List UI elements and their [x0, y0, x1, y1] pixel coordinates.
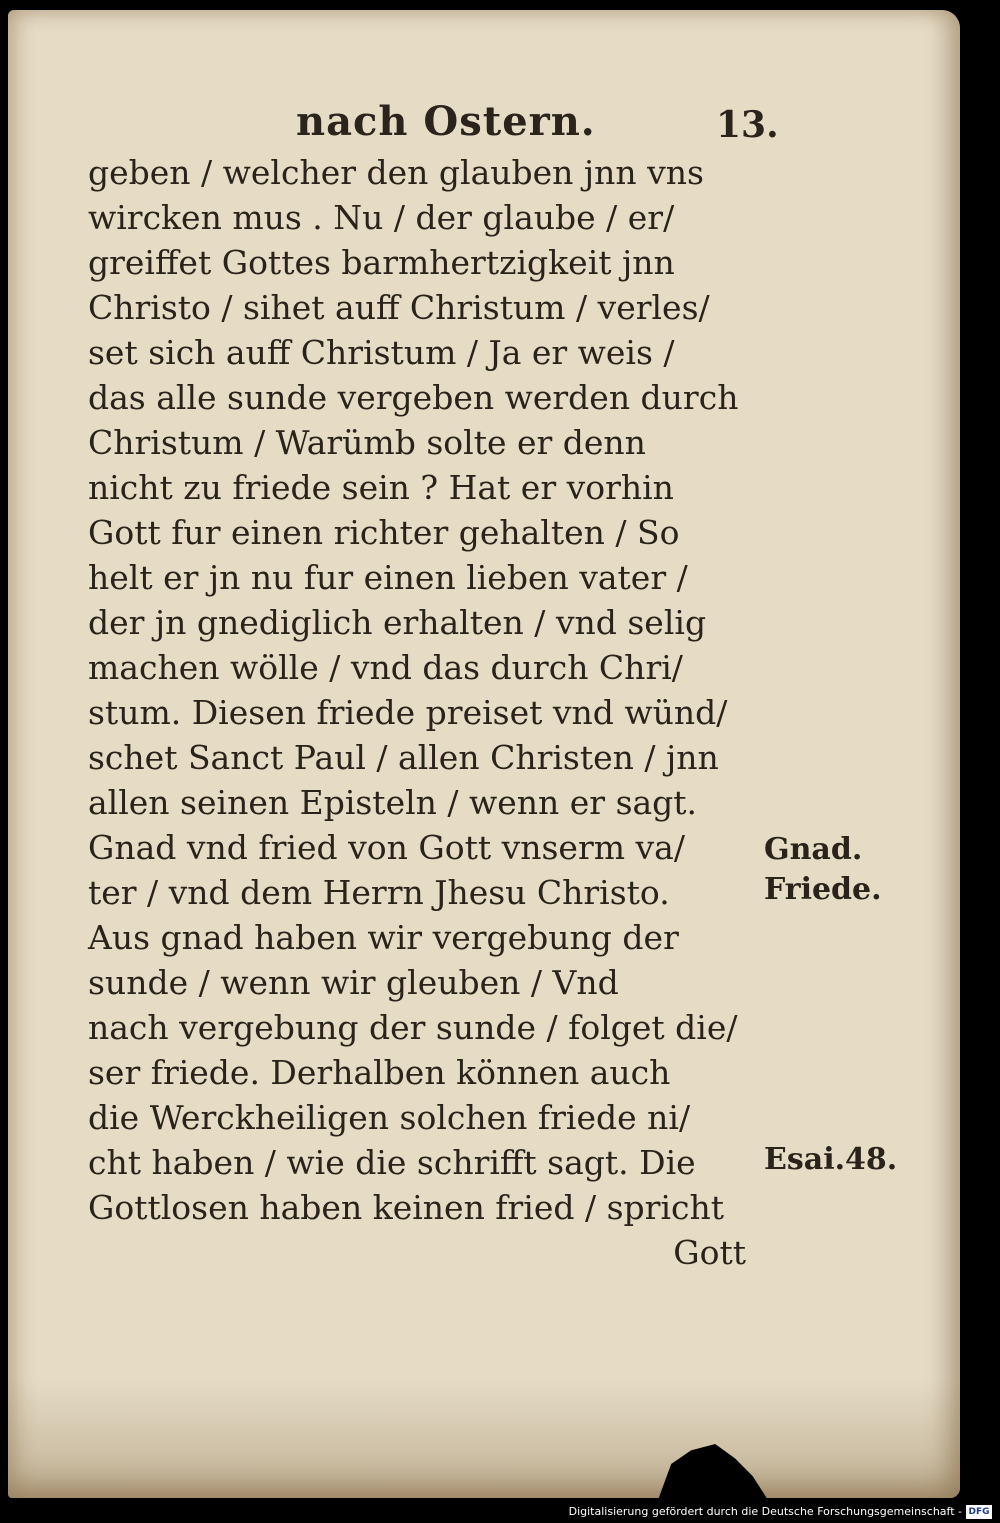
catchword: Gott	[673, 1233, 746, 1272]
text-line: set sich auff Christum / Ja er weis /	[88, 333, 675, 372]
dfg-logo: DFG	[966, 1505, 992, 1519]
text-line: Aus gnad haben wir vergebung der	[88, 918, 679, 957]
text-line: ter / vnd dem Herrn Jhesu Christo.	[88, 873, 670, 912]
text-line: Christo / sihet auff Christum / verles/	[88, 288, 710, 327]
text-line: geben / welcher den glauben jnn vns	[88, 153, 704, 192]
text-line: nach vergebung der sunde / folget die/	[88, 1008, 738, 1047]
text-line: machen wölle / vnd das durch Chri/	[88, 648, 683, 687]
text-line: Gnad vnd fried von Gott vnserm va/	[88, 828, 685, 867]
text-line: das alle sunde vergeben werden durch	[88, 378, 739, 417]
text-line: wircken mus . Nu / der glaube / er/	[88, 198, 675, 237]
digitization-credit: Digitalisierung gefördert durch die Deutsche Forschungsgemeinschaft -	[568, 1505, 962, 1518]
text-line: der jn gnediglich erhalten / vnd selig	[88, 603, 707, 642]
text-line: allen seinen Episteln / wenn er sagt.	[88, 783, 698, 822]
page-stain	[8, 1378, 960, 1498]
marginal-note-gnad: Gnad.	[764, 832, 863, 867]
body-text	[88, 150, 768, 1275]
marginal-note-esai: Esai.48.	[764, 1142, 898, 1177]
text-line: ser friede. Derhalben können auch	[88, 1053, 671, 1092]
text-line: helt er jn nu fur einen lieben vater /	[88, 558, 688, 597]
text-line: greiffet Gottes barmhertzigkeit jnn	[88, 243, 675, 282]
text-line: sunde / wenn wir gleuben / Vnd	[88, 963, 619, 1002]
text-line: cht haben / wie die schrifft sagt. Die	[88, 1143, 696, 1182]
page-number: 13.	[716, 104, 779, 146]
running-title: nach Ostern.	[296, 98, 596, 145]
text-line: die Werckheiligen solchen friede ni/	[88, 1098, 691, 1137]
text-line: schet Sanct Paul / allen Christen / jnn	[88, 738, 719, 777]
text-line: Christum / Warümb solte er denn	[88, 423, 646, 462]
text-line: stum. Diesen friede preiset vnd wünd/	[88, 693, 728, 732]
text-line: nicht zu friede sein ? Hat er vorhin	[88, 468, 674, 507]
text-line: Gottlosen haben keinen fried / spricht	[88, 1188, 724, 1227]
text-line: Gott fur einen richter gehalten / So	[88, 513, 680, 552]
marginal-note-friede: Friede.	[764, 872, 882, 907]
